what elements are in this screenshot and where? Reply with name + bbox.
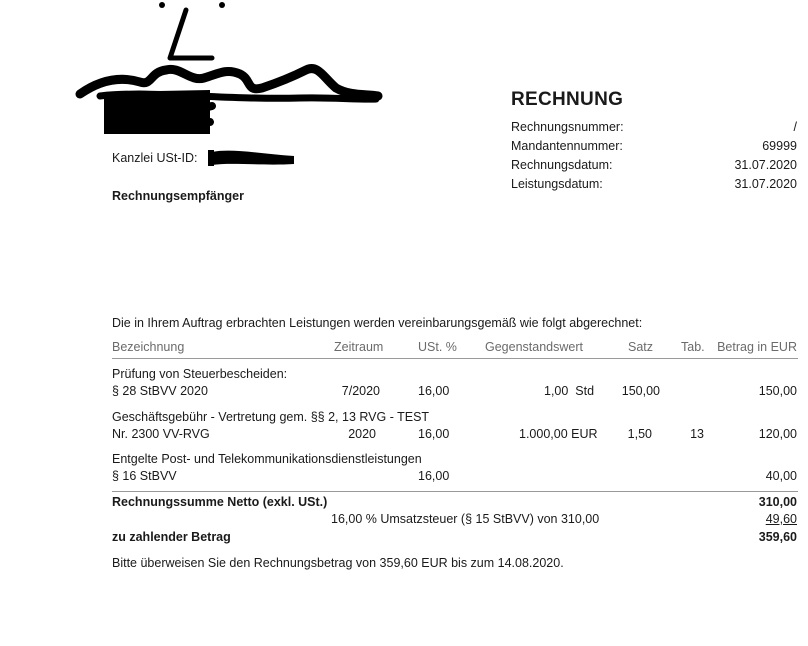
netto-label: Rechnungssumme Netto (exkl. USt.) <box>112 495 328 509</box>
meta-label-leistungsdatum: Leistungsdatum: <box>511 177 603 191</box>
row2-ust: 16,00 <box>418 427 450 441</box>
row3-title: Entgelte Post- und Telekommunikationsdienstleistungen <box>112 452 422 466</box>
meta-label-rechnungsnummer: Rechnungsnummer: <box>511 120 624 134</box>
intro-text: Die in Ihrem Auftrag erbrachten Leistungen werden vereinbarungsgemäß wie folgt abgerechnet: <box>112 316 643 330</box>
pay-value: 359,60 <box>758 530 797 544</box>
header-rule <box>112 358 798 359</box>
row3-betrag: 40,00 <box>765 469 797 483</box>
recipient-label: Rechnungsempfänger <box>112 189 244 203</box>
meta-value-rechnungsdatum: 31.07.2020 <box>734 158 797 172</box>
row2-gegenstandswert: 1.000,00 EUR <box>519 427 598 441</box>
payment-note: Bitte überweisen Sie den Rechnungsbetrag von 359,60 EUR bis zum 14.08.2020. <box>112 556 564 570</box>
invoice-title: RECHNUNG <box>511 89 624 110</box>
col-header-tab: Tab. <box>681 340 705 354</box>
tax-value: 49,60 <box>765 512 797 526</box>
row1-ref: § 28 StBVV 2020 <box>112 384 208 398</box>
row2-satz: 1,50 <box>627 427 652 441</box>
tax-label: 16,00 % Umsatzsteuer (§ 15 StBVV) von 310,00 <box>331 512 600 526</box>
meta-label-rechnungsdatum: Rechnungsdatum: <box>511 158 613 172</box>
meta-value-rechnungsnummer: / <box>793 120 797 134</box>
row3-ust: 16,00 <box>418 469 450 483</box>
meta-value-mandantennummer: 69999 <box>762 139 797 153</box>
col-header-bezeichnung: Bezeichnung <box>112 340 185 354</box>
row3-ref: § 16 StBVV <box>112 469 177 483</box>
meta-value-leistungsdatum: 31.07.2020 <box>734 177 797 191</box>
kanzlei-ust-label: Kanzlei USt-ID: <box>112 151 198 165</box>
col-header-gegenstandswert: Gegenstandswert <box>485 340 583 354</box>
row2-ref: Nr. 2300 VV-RVG <box>112 427 210 441</box>
pay-label: zu zahlender Betrag <box>112 530 231 544</box>
row1-ust: 16,00 <box>418 384 450 398</box>
netto-value: 310,00 <box>758 495 797 509</box>
col-header-betrag: Betrag in EUR <box>717 340 797 354</box>
row2-betrag: 120,00 <box>758 427 797 441</box>
meta-label-mandantennummer: Mandantennummer: <box>511 139 623 153</box>
row1-betrag: 150,00 <box>758 384 797 398</box>
summary-rule <box>112 491 798 492</box>
row2-zeitraum: 2020 <box>348 427 376 441</box>
row1-satz: 150,00 <box>621 384 660 398</box>
col-header-satz: Satz <box>628 340 654 354</box>
row2-tab: 13 <box>690 427 704 441</box>
col-header-ust: USt. % <box>418 340 457 354</box>
col-header-zeitraum: Zeitraum <box>334 340 384 354</box>
row1-gegenstandswert: 1,00 Std <box>544 384 595 398</box>
row1-zeitraum: 7/2020 <box>341 384 380 398</box>
row1-title: Prüfung von Steuerbescheiden: <box>112 367 288 381</box>
row2-title: Geschäftsgebühr - Vertretung gem. §§ 2, 13 RVG - TEST <box>112 410 430 424</box>
